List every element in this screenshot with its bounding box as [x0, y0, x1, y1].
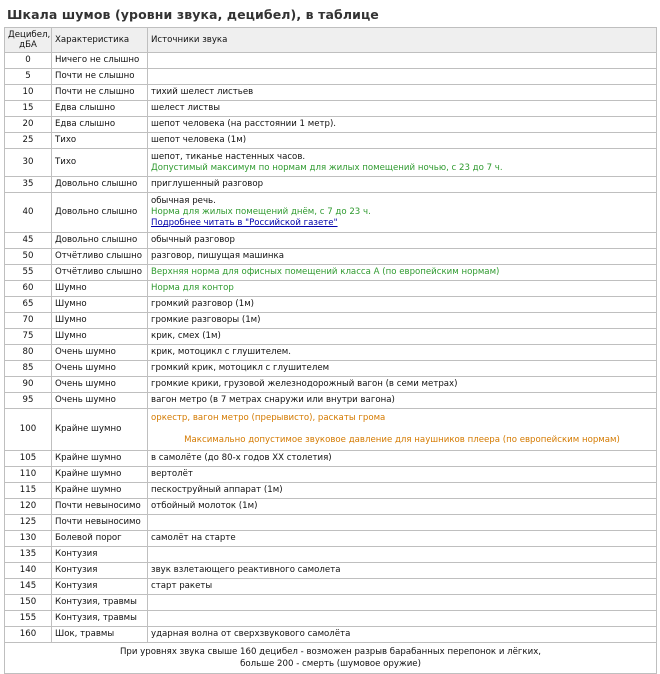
characteristic-cell: Крайне шумно — [52, 451, 148, 467]
source-line: ударная волна от сверхзвукового самолёта — [151, 629, 351, 639]
page-title: Шкала шумов (уровни звука, децибел), в таблице — [7, 7, 379, 22]
rossiyskaya-gazeta-link[interactable]: Подробнее читать в "Российской газете" — [151, 218, 338, 228]
characteristic-cell: Отчётливо слышно — [52, 265, 148, 281]
sources-cell — [148, 53, 657, 69]
characteristic-cell: Ничего не слышно — [52, 53, 148, 69]
sources-cell — [148, 627, 657, 643]
table-row — [5, 467, 657, 483]
source-line: приглушенный разговор — [151, 179, 264, 189]
decibel-cell: 0 — [5, 53, 52, 69]
characteristic-cell: Шумно — [52, 329, 148, 345]
source-line — [151, 218, 653, 229]
source-line: громкий крик, мотоцикл с глушителем — [151, 363, 330, 373]
decibel-cell: 80 — [5, 345, 52, 361]
characteristic-cell: Довольно слышно — [52, 233, 148, 249]
table-row — [5, 377, 657, 393]
table-row — [5, 233, 657, 249]
characteristic-cell: Шумно — [52, 297, 148, 313]
table-row — [5, 249, 657, 265]
decibel-cell: 65 — [5, 297, 52, 313]
footer-row — [5, 643, 657, 674]
decibel-cell: 25 — [5, 133, 52, 149]
source-line: Норма для контор — [151, 283, 234, 293]
sources-cell — [148, 177, 657, 193]
sources-cell — [148, 499, 657, 515]
table-row — [5, 579, 657, 595]
sources-cell — [148, 313, 657, 329]
decibel-cell: 70 — [5, 313, 52, 329]
decibel-cell: 50 — [5, 249, 52, 265]
characteristic-cell: Почти не слышно — [52, 69, 148, 85]
source-line: вертолёт — [151, 469, 193, 479]
source-line: шепот человека (на расстоянии 1 метр). — [151, 119, 337, 129]
sources-cell — [148, 329, 657, 345]
characteristic-cell: Шумно — [52, 313, 148, 329]
decibel-cell: 120 — [5, 499, 52, 515]
sources-cell — [148, 133, 657, 149]
table-row — [5, 149, 657, 177]
characteristic-cell: Крайне шумно — [52, 483, 148, 499]
decibel-cell: 30 — [5, 149, 52, 177]
table-row — [5, 499, 657, 515]
source-line: самолёт на старте — [151, 533, 236, 543]
source-line: в самолёте (до 80-х годов XX столетия) — [151, 453, 332, 463]
source-line: Верхняя норма для офисных помещений класса А (по европейским нормам) — [151, 267, 500, 277]
sources-cell — [148, 297, 657, 313]
sources-cell — [148, 595, 657, 611]
sources-cell — [148, 117, 657, 133]
table-row — [5, 483, 657, 499]
decibel-cell: 140 — [5, 563, 52, 579]
decibel-cell: 105 — [5, 451, 52, 467]
characteristic-cell: Почти невыносимо — [52, 499, 148, 515]
decibel-cell: 15 — [5, 101, 52, 117]
characteristic-cell: Контузия, травмы — [52, 595, 148, 611]
decibel-cell: 95 — [5, 393, 52, 409]
table-row — [5, 193, 657, 233]
source-line: громкие крики, грузовой железнодорожный вагон (в семи метрах) — [151, 379, 458, 389]
source-line: разговор, пишущая машинка — [151, 251, 284, 261]
table-row — [5, 563, 657, 579]
decibel-cell: 100 — [5, 409, 52, 451]
decibel-cell: 110 — [5, 467, 52, 483]
characteristic-cell: Едва слышно — [52, 117, 148, 133]
table-row — [5, 69, 657, 85]
table-row — [5, 451, 657, 467]
footer-line: При уровнях звука свыше 160 децибел - возможен разрыв барабанных перепонок и лёгких, — [119, 647, 542, 657]
source-line: крик, смех (1м) — [151, 331, 221, 341]
characteristic-cell: Довольно слышно — [52, 193, 148, 233]
table-row — [5, 515, 657, 531]
source-line: отбойный молоток (1м) — [151, 501, 258, 511]
sources-cell — [148, 249, 657, 265]
source-line: звук взлетающего реактивного самолета — [151, 565, 341, 575]
table-row — [5, 177, 657, 193]
decibel-cell: 145 — [5, 579, 52, 595]
characteristic-cell: Контузия, травмы — [52, 611, 148, 627]
source-line: тихий шелест листьев — [151, 87, 254, 97]
table-row — [5, 313, 657, 329]
characteristic-cell: Контузия — [52, 563, 148, 579]
decibel-cell: 60 — [5, 281, 52, 297]
table-row — [5, 531, 657, 547]
table-row — [5, 393, 657, 409]
source-line: старт ракеты — [151, 581, 213, 591]
source-line: вагон метро (в 7 метрах снаружи или внутри вагона) — [151, 395, 395, 405]
source-line: Допустимый максимум по нормам для жилых помещений ночью, с 23 до 7 ч. — [151, 162, 503, 173]
footer-note — [5, 643, 657, 674]
decibel-cell: 75 — [5, 329, 52, 345]
table-row — [5, 547, 657, 563]
decibel-cell: 135 — [5, 547, 52, 563]
characteristic-cell: Едва слышно — [52, 101, 148, 117]
decibel-cell: 10 — [5, 85, 52, 101]
sources-cell — [148, 451, 657, 467]
table-row — [5, 345, 657, 361]
characteristic-cell: Болевой порог — [52, 531, 148, 547]
decibel-cell: 115 — [5, 483, 52, 499]
characteristic-cell: Очень шумно — [52, 377, 148, 393]
characteristic-cell: Почти не слышно — [52, 85, 148, 101]
source-line: шелест листвы — [151, 103, 221, 113]
table-row — [5, 297, 657, 313]
table-row — [5, 281, 657, 297]
sources-cell — [148, 393, 657, 409]
source-line: Максимально допустимое звуковое давление для наушников плеера (по европейским нормам) — [184, 435, 620, 445]
table-row — [5, 611, 657, 627]
characteristic-cell: Контузия — [52, 579, 148, 595]
characteristic-cell: Довольно слышно — [52, 177, 148, 193]
source-line: Норма для жилых помещений днём, с 7 до 23 ч. — [151, 207, 371, 217]
sources-cell — [148, 85, 657, 101]
noise-table-body — [5, 28, 657, 674]
table-row — [5, 101, 657, 117]
source-line — [151, 424, 653, 435]
header-db: Децибел, дБА — [5, 28, 52, 53]
decibel-cell: 55 — [5, 265, 52, 281]
footer-line: больше 200 - смерть (шумовое оружие) — [240, 659, 421, 669]
decibel-cell: 40 — [5, 193, 52, 233]
sources-cell — [148, 69, 657, 85]
characteristic-cell: Шок, травмы — [52, 627, 148, 643]
sources-cell — [148, 531, 657, 547]
characteristic-cell: Тихо — [52, 133, 148, 149]
sources-cell — [148, 265, 657, 281]
characteristic-cell: Крайне шумно — [52, 467, 148, 483]
source-line: оркестр, вагон метро (прерывисто), раскаты грома — [151, 413, 386, 423]
source-line: шепот, тиканье настенных часов. — [151, 151, 306, 162]
noise-table — [4, 27, 657, 674]
characteristic-cell: Очень шумно — [52, 361, 148, 377]
source-line: обычный разговор — [151, 235, 235, 245]
source-line: шепот человека (1м) — [151, 135, 247, 145]
decibel-cell: 20 — [5, 117, 52, 133]
table-row — [5, 85, 657, 101]
characteristic-cell: Контузия — [52, 547, 148, 563]
sources-cell — [148, 467, 657, 483]
characteristic-cell: Шумно — [52, 281, 148, 297]
table-row — [5, 627, 657, 643]
characteristic-cell: Очень шумно — [52, 345, 148, 361]
source-line: обычная речь. — [151, 196, 216, 206]
characteristic-cell: Тихо — [52, 149, 148, 177]
table-row — [5, 265, 657, 281]
sources-cell — [148, 149, 657, 177]
sources-cell — [148, 409, 657, 451]
sources-cell — [148, 579, 657, 595]
sources-cell — [148, 611, 657, 627]
decibel-cell: 90 — [5, 377, 52, 393]
decibel-cell: 125 — [5, 515, 52, 531]
sources-cell — [148, 361, 657, 377]
decibel-cell: 35 — [5, 177, 52, 193]
table-header-row — [5, 28, 657, 53]
sources-cell — [148, 563, 657, 579]
table-row — [5, 53, 657, 69]
table-row — [5, 133, 657, 149]
decibel-cell: 155 — [5, 611, 52, 627]
sources-cell — [148, 345, 657, 361]
header-characteristic: Характеристика — [52, 28, 148, 53]
sources-cell — [148, 515, 657, 531]
source-line: громкие разговоры (1м) — [151, 315, 261, 325]
source-line: крик, мотоцикл с глушителем. — [151, 347, 292, 357]
sources-cell — [148, 483, 657, 499]
table-row — [5, 329, 657, 345]
header-sources: Источники звука — [148, 28, 657, 53]
table-row — [5, 595, 657, 611]
sources-cell — [148, 547, 657, 563]
decibel-cell: 150 — [5, 595, 52, 611]
table-row — [5, 409, 657, 451]
sources-cell — [148, 101, 657, 117]
decibel-cell: 45 — [5, 233, 52, 249]
sources-cell — [148, 193, 657, 233]
source-line: пескоструйный аппарат (1м) — [151, 485, 283, 495]
decibel-cell: 85 — [5, 361, 52, 377]
characteristic-cell: Очень шумно — [52, 393, 148, 409]
sources-cell — [148, 377, 657, 393]
decibel-cell: 5 — [5, 69, 52, 85]
characteristic-cell: Крайне шумно — [52, 409, 148, 451]
sources-cell — [148, 281, 657, 297]
characteristic-cell: Почти невыносимо — [52, 515, 148, 531]
source-line: громкий разговор (1м) — [151, 299, 255, 309]
table-row — [5, 361, 657, 377]
table-row — [5, 117, 657, 133]
decibel-cell: 130 — [5, 531, 52, 547]
sources-cell — [148, 233, 657, 249]
characteristic-cell: Отчётливо слышно — [52, 249, 148, 265]
decibel-cell: 160 — [5, 627, 52, 643]
